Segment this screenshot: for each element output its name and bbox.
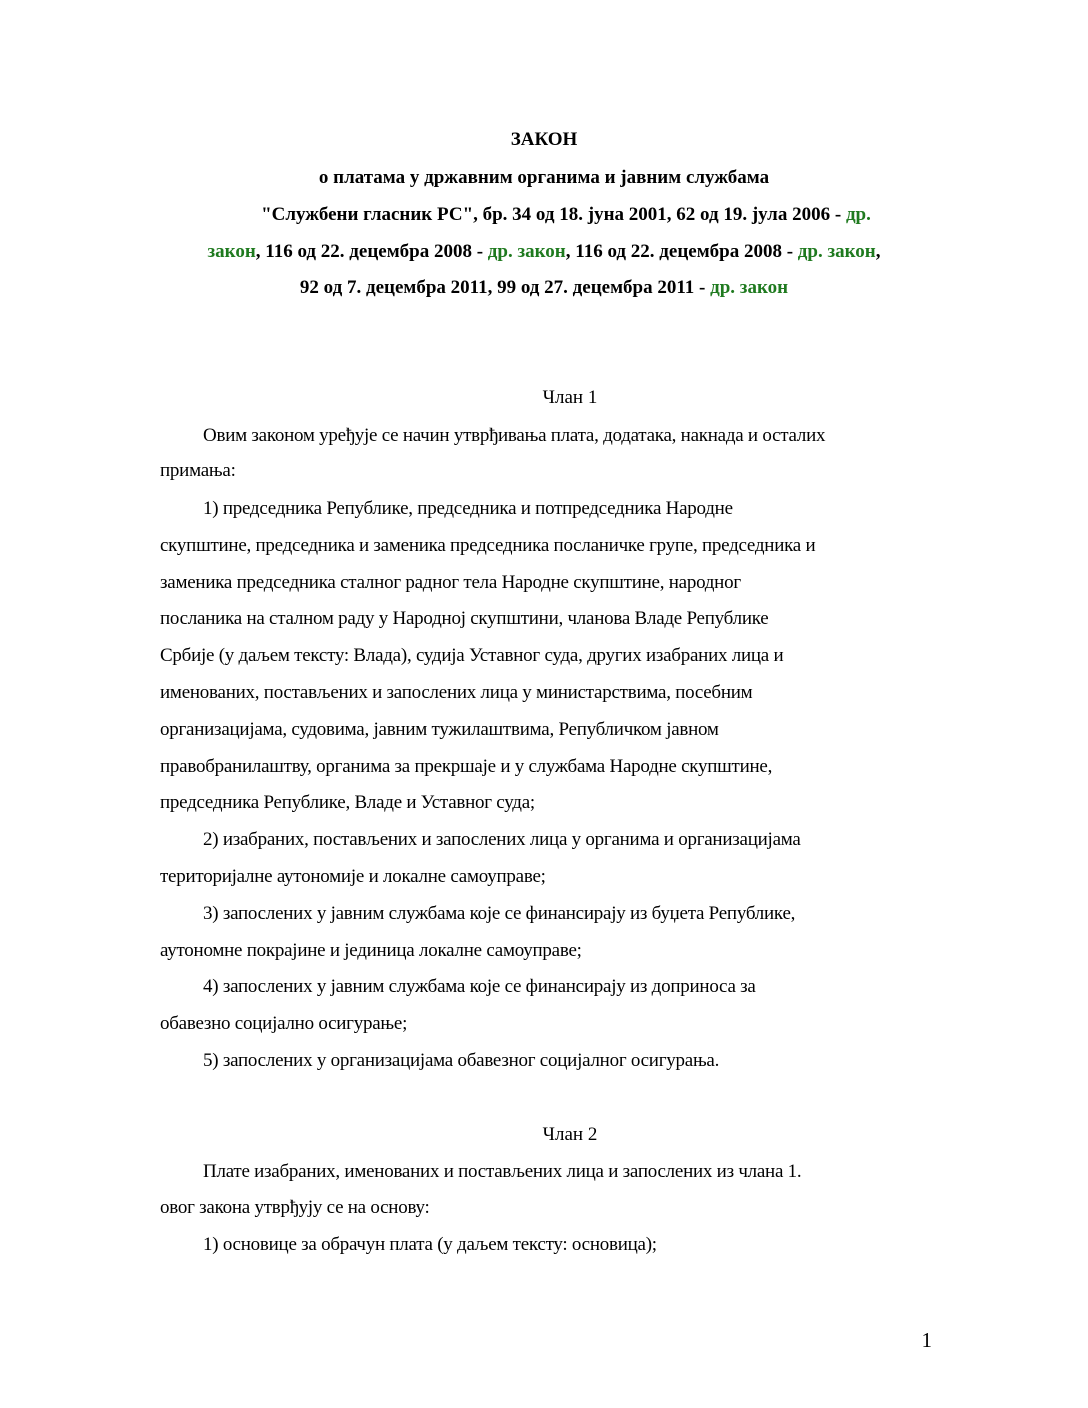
article-1-text-line: Овим законом уређује се начин утврђивања плата, додатака, накнада и осталих [203, 425, 826, 446]
article-1-text-line: скупштине, председника и заменика председника посланичке групе, председника и [160, 535, 816, 556]
article-2-text-line: овог закона утврђују се на основу: [160, 1197, 430, 1218]
article-1-text-line: председника Републике, Владе и Уставног суда; [160, 792, 535, 813]
article-2-item-1: 1) основице за обрачун плата (у даљем тексту: основица); [203, 1234, 657, 1255]
article-1-heading: Члан 1 [542, 387, 598, 408]
article-1-item-2: 2) изабраних, постављених и запослених лица у органима и организацијама [203, 829, 801, 850]
article-1-text-line: Србије (у даљем тексту: Влада), судија Уставног суда, других изабраних лица и [160, 645, 784, 666]
other-law-link[interactable]: др. закон [487, 241, 566, 262]
article-1-text-line: територијалне аутономије и локалне самоуправе; [160, 866, 546, 887]
gazette-text: , [875, 241, 881, 262]
article-1-text-line: примања: [160, 460, 236, 481]
law-title: ЗАКОН [510, 129, 578, 150]
article-1-text-line: посланика на сталном раду у Народној скупштини, чланова Владе Републике [160, 608, 769, 629]
gazette-text: , 116 од 22. децембра 2008 - [255, 241, 488, 262]
gazette-text: "Службени гласник РС", бр. 34 од 18. јуна 2001, 62 од 19. јула 2006 - [261, 204, 846, 225]
article-1-text-line: заменика председника сталног радног тела Народне скупштине, народног [160, 572, 741, 593]
gazette-reference-line-3 [0, 276, 1088, 300]
article-2-text-line: Плате изабраних, именованих и постављених лица и запослених из члана 1. [203, 1161, 802, 1182]
other-law-link[interactable]: др. [845, 204, 871, 225]
article-2-heading: Члан 2 [542, 1124, 598, 1145]
article-1-text-line: обавезно социјално осигурање; [160, 1013, 408, 1034]
article-1-item-1: 1) председника Републике, председника и потпредседника Народне [203, 498, 733, 519]
page-number: 1 [921, 1328, 932, 1352]
gazette-text: 92 од 7. децембра 2011, 99 од 27. децембра 2011 - [299, 277, 711, 298]
article-1-text-line: организацијама, судовима, јавним тужилаштвима, Републичком јавном [160, 719, 719, 740]
gazette-reference-line-1 [22, 203, 1088, 227]
article-1-item-4: 4) запослених у јавним службама које се финансирају из доприноса за [203, 976, 756, 997]
article-1-text-line: правобранилаштву, органима за прекршаје и у службама Народне скупштине, [160, 756, 773, 777]
other-law-link[interactable]: др. закон [797, 241, 876, 262]
other-law-link[interactable]: закон [207, 241, 256, 262]
gazette-text: , 116 од 22. децембра 2008 - [565, 241, 798, 262]
article-1-item-5: 5) запослених у организацијама обавезног социјалног осигурања. [203, 1050, 720, 1071]
law-subtitle: о платама у државним органима и јавним службама [318, 167, 770, 188]
article-1-text-line: именованих, постављених и запослених лица у министарствима, посебним [160, 682, 753, 703]
other-law-link[interactable]: др. закон [710, 277, 789, 298]
gazette-reference-line-2 [0, 240, 1088, 264]
article-1-text-line: аутономне покрајине и јединица локалне самоуправе; [160, 940, 582, 961]
article-1-item-3: 3) запослених у јавним службама које се финансирају из буџета Републике, [203, 903, 796, 924]
